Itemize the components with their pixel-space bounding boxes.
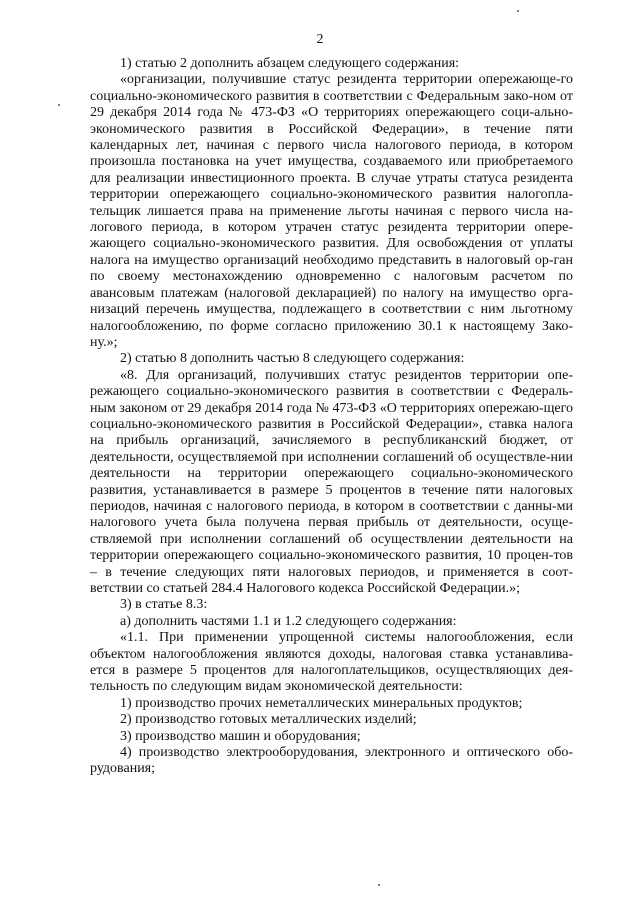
- paragraph-5: 3) в статье 8.3:: [120, 597, 208, 613]
- paragraph-6: а) дополнить частями 1.1 и 1.2 следующего содержания:: [120, 613, 457, 629]
- document-body: [90, 56, 573, 778]
- paragraph-1: 1) статью 2 дополнить абзацем следующего содержания:: [120, 56, 460, 71]
- paragraph-2: «организации, получившие статус резидента территории опережающе-го социально-экономического развития в соответствии с Федеральным зако-ном от 29 декабря 2014 года № 473-ФЗ «О территориях опережающего соци-ально-экономического развития в Российской Федерации», в течение пяти календарных лет, начиная с первого числа налогового периода, в котором произошла постановка на учет имущества, создаваемого или приобретаемого для реализации инвестиционного проекта. В случае утраты статуса резидента территории опережающего социально-экономического развития налогопла-тельщик лишается права на применение льготы начиная с первого числа на-логового периода, в котором утрачен статус резидента территории опере-жающего социально-экономического развития. Для освобождения от уплаты налога на имущество организаций необходимо представить в налоговый ор-ган по своему местонахождению одновременно с налоговым расчетом по авансовым платежам (налоговой декларацией) по налогу на имущество орга-низаций перечень имущества, подлежащего в соответствии с ним льготному налогообложению, по форме согласно приложению 30.1 к настоящему Зако-ну.»;: [90, 72, 573, 350]
- scan-speck: [58, 104, 60, 106]
- list-item-4: 4) производство электрооборудования, электронного и оптического обо-рудования;: [90, 745, 573, 777]
- paragraph-7: «1.1. При применении упрощенной системы налогообложения, если объектом налогообложения являются доходы, налоговая ставка устанавлива-ется в размере 5 процентов для налогоплательщиков, осуществляющих дея-тельность по следующим видам экономической деятельности:: [90, 630, 573, 695]
- list-item-1: 1) производство прочих неметаллических минеральных продуктов;: [120, 695, 523, 711]
- scan-speck: [517, 10, 519, 12]
- scan-speck: [378, 884, 380, 886]
- page-number: 2: [316, 32, 324, 47]
- paragraph-4: «8. Для организаций, получивших статус резидентов территории опе-режающего социально-экономического развития в соответствии с Федераль-ным законом от 29 декабря 2014 года № 473-ФЗ «О территориях опережаю-щего социально-экономического развития в Российской Федерации», ставка налога на прибыль организаций, зачисляемого в республиканский бюджет, от деятельности, осуществляемой при исполнении соглашений об осуществле-нии деятельности на территории опережающего социально-экономического развития, устанавливается в размере 5 процентов в течение пяти налоговых периодов, начиная с налогового периода, в котором в соответствии с данны-ми налогового учета была получена первая прибыль от деятельности, осуще-ствляемой при исполнении соглашений об осуществлении деятельности на территории опережающего социально-экономического развития, 10 процен-тов – в течение следующих пяти налоговых периодов, и применяется в соот-ветствии со статьей 284.4 Налогового кодекса Российской Федерации.»;: [90, 367, 573, 596]
- list-item-2: 2) производство готовых металлических изделий;: [120, 712, 417, 728]
- paragraph-3: 2) статью 8 дополнить частью 8 следующего содержания:: [120, 351, 465, 367]
- list-item-3: 3) производство машин и оборудования;: [120, 728, 361, 744]
